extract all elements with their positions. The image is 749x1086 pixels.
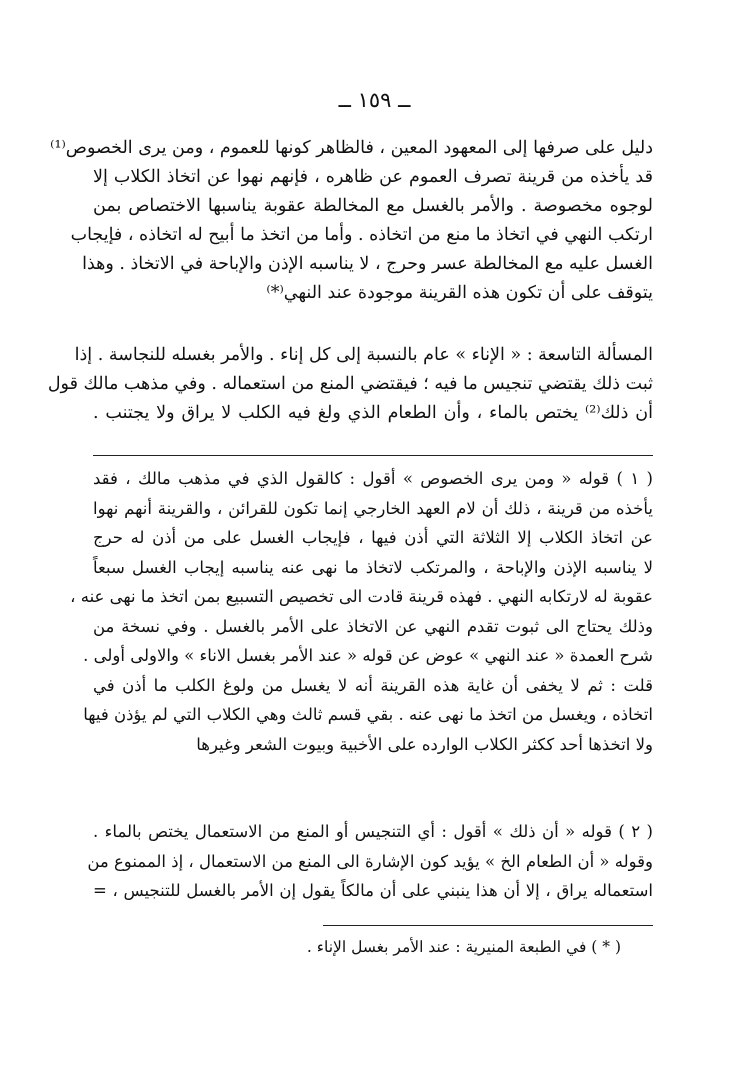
text-line: يتوقف على أن تكون هذه القرينة موجودة عند النهي⁽*⁾ <box>266 283 653 303</box>
footnote-line: ( ١ ) قوله « ومن يرى الخصوص » أقول : كالقول الذي في مذهب مالك ، فقد <box>93 469 653 488</box>
text-line: المسألة التاسعة : « الإناء » عام بالنسبة إلى كل إناء . والأمر بغسله للنجاسة . إذا <box>74 345 653 365</box>
footnote-line: قلت : ثم لا يخفى أن غاية هذه القرينة أنه لا يغسل من ولوغ الكلب ما أذن في <box>93 675 653 695</box>
footnote-2 <box>87 817 653 906</box>
footnote-line: استعماله يراق ، إلا أن هذا ينبني على أن مالكاً يقول إن الأمر بالغسل للتنجيس ، = <box>93 881 653 900</box>
footnote-line: عقوبة له لارتكابه النهي . فهذه قرينة قادت الى تخصيص التسبيع بمن اتخذ ما نهى عنه ، <box>70 587 653 606</box>
text-line: ارتكب النهي في اتخاذ ما منع من اتخاذه . وأما من اتخذ ما أبيح له اتخاذه ، فإيجاب <box>70 225 653 245</box>
footnote-line: يأخذه من قرينة ، ذلك أن لام العهد الخارجي إنما تكون للقرائن ، والقرينة أنهم نهوا <box>93 498 653 518</box>
footnote-line: عن اتخاذ الكلاب إلا الثلاثة التي أذن فيها ، فإيجاب الغسل على من أذن له حرج <box>93 528 653 547</box>
text-line: لوجوه مخصوصة . والأمر بالغسل مع المخالطة عقوبة يناسبها الاختصاص بمن <box>93 196 653 216</box>
ninth-issue-paragraph <box>47 341 654 428</box>
footnote-line: وذلك يحتاج الى ثبوت تقدم النهي عن الاتخاذ على الأمر بالغسل . وفي نسخة من <box>93 616 653 636</box>
editor-note: ( * ) في الطبعة المنيرية : عند الأمر بغسل الإناء . <box>306 938 621 956</box>
footnote-line: لا يناسبه الإذن والإباحة ، والمرتكب لاتخاذ ما نهى عنه يناسبه إيجاب الغسل سبعاً <box>93 557 653 577</box>
footnote-line: ( ٢ ) قوله « أن ذلك » أقول : أي التنجيس أو المنع من الاستعمال يختص بالماء . <box>93 822 653 841</box>
text-line: ثبت ذلك يقتضي تنجيس ما فيه ؛ فيقتضي المنع من استعماله . وفي مذهب مالك قول <box>47 374 653 394</box>
footnote-line: شرح العمدة « عند النهي » عوض عن قوله « عند الأمر بغسل الاناء » والاولى أولى . <box>83 646 653 665</box>
footnote-line: وقوله « أن الطعام الخ » يؤيد كون الإشارة الى المنع من الاستعمال ، إذ الممنوع من <box>87 851 653 871</box>
footnote-separator <box>93 455 653 456</box>
text-line: الغسل عليه مع المخالطة عسر وحرج ، لا يناسبه الإذن والإباحة في الاتخاذ . وهذا <box>82 254 653 274</box>
footnote-1 <box>70 464 653 759</box>
main-paragraph <box>50 134 653 308</box>
text-line: قد يأخذه من قرينة تصرف العموم عن ظاهره ، فإنهم نهوا عن اتخاذ الكلاب إلا <box>93 167 653 187</box>
text-line: أن ذلك⁽²⁾ يختص بالماء ، وأن الطعام الذي ولغ فيه الكلب لا يراق ولا يجتنب . <box>93 403 654 423</box>
footnote-line: ولا اتخذها أحد ككثر الكلاب الوارده على الأخبية وبيوت الشعر وغيرها <box>196 734 653 754</box>
text-line: دليل على صرفها إلى المعهود المعين ، فالظاهر كونها للعموم ، ومن يرى الخصوص⁽¹⁾ <box>50 138 653 158</box>
editor-note-separator <box>323 925 653 926</box>
page-number: ــ ١٥٩ ــ <box>338 88 411 112</box>
footnote-line: اتخاذه ، ويغسل من اتخذ ما نهى عنه . بقي قسم ثالث وهي الكلاب التي لم يؤذن فيها <box>83 705 653 724</box>
